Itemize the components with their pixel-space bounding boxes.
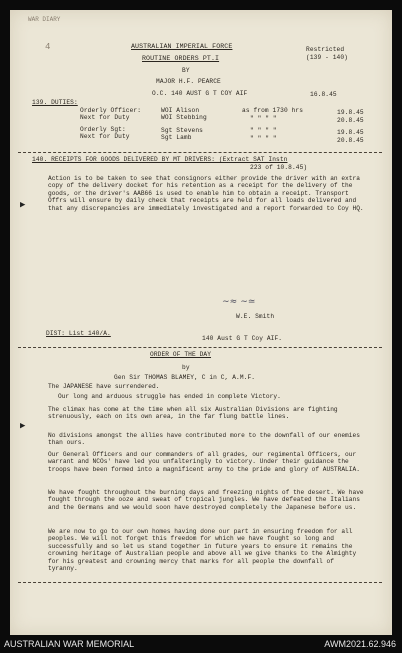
order-of-day-title: ORDER OF THE DAY bbox=[150, 351, 212, 358]
duty-date: 20.8.45 bbox=[337, 117, 364, 124]
order-paragraph: We are now to go to our own homes having done our part in ensuring freedom for all peoples. We will not forget this freedom for which we have fought so long and successfully and so let us stand together in future years to ensure it remains the crowning heritage of Australian people and above all we give thanks to the Almighty for his greatest and crowning mercy that marks for all people the downfall of tyranny. bbox=[48, 528, 357, 573]
unit-heading: AUSTRALIAN IMPERIAL FORCE bbox=[131, 43, 233, 50]
order-paragraph: Our General Officers and our commanders of all grades, our regimental Officers, our warrant and NCOs' have led you unfalteringly to victory. Under their guidance the troops have been formed into a magnificent army to the pride and glory of AUSTRALIA. bbox=[48, 451, 360, 473]
order-paragraph: The JAPANESE have surrendered. bbox=[48, 383, 160, 390]
archive-credit: AUSTRALIAN WAR MEMORIAL bbox=[4, 639, 135, 649]
signatory-unit: 140 Aust G T Coy AIF. bbox=[202, 335, 283, 342]
duty-role: Next for Duty bbox=[80, 114, 130, 121]
officer-name: MAJOR H.F. PEARCE bbox=[156, 78, 221, 85]
order-date: 16.8.45 bbox=[310, 91, 337, 98]
duty-name: Sgt Stevens bbox=[161, 127, 203, 134]
signature: ∼≈ ∼≃ bbox=[222, 297, 256, 307]
distribution-line: DIST: List 140/A. bbox=[46, 330, 111, 337]
duty-period: as from 1730 hrs bbox=[242, 107, 304, 114]
duty-period: " " " " bbox=[250, 115, 277, 122]
archive-reference: AWM2021.62.946 bbox=[324, 639, 396, 649]
section-divider bbox=[18, 347, 382, 348]
duty-date: 20.8.45 bbox=[337, 137, 364, 144]
signatory-name: W.E. Smith bbox=[236, 313, 275, 320]
duty-role: Next for Duty bbox=[80, 133, 130, 140]
section-140-reference: 223 of 10.8.45) bbox=[250, 164, 308, 171]
section-divider bbox=[18, 582, 382, 583]
duty-period: " " " " bbox=[250, 135, 277, 142]
margin-arrow-mark: ▶ bbox=[20, 200, 26, 210]
section-140-body: Action is to be taken to see that consignors either provide the driver with an extra copy of the delivery docket for his retention as a receipt for the delivery of the goods, or the driver's AAB66 is used to enable him to obtain a receipt. Transport Offrs will ensure by daily check that receipts are held for all loads delivered and that any discrepancies are immediately investigated and a report forwarded to Coy HQ. bbox=[48, 175, 364, 212]
war-diary-stamp: WAR DIARY bbox=[28, 16, 61, 23]
duty-date: 19.8.45 bbox=[337, 129, 364, 136]
duty-name: WOI Stebbing bbox=[161, 114, 207, 121]
duty-period: " " " " bbox=[250, 127, 277, 134]
duty-name: WOI Alison bbox=[161, 107, 200, 114]
duty-role: Orderly Officer: bbox=[80, 107, 142, 114]
order-paragraph: We have fought throughout the burning days and freezing nights of the desert. We have fought through the ooze and sweat of tropical jungles. We have defeated the Italians and the Germans and we would soon have destroyed completely the Japanese before us. bbox=[48, 489, 364, 511]
command-line: O.C. 140 AUST G T COY AIF bbox=[152, 90, 248, 97]
duty-name: Sgt Lamb bbox=[161, 134, 192, 141]
duty-date: 19.8.45 bbox=[337, 109, 364, 116]
margin-arrow-mark: ▶ bbox=[20, 421, 26, 431]
document-title: ROUTINE ORDERS PT.I bbox=[142, 55, 220, 62]
classification: Restricted bbox=[306, 46, 345, 53]
section-140-heading: 140. RECEIPTS FOR GOODS DELIVERED BY MT DRIVERS: (Extract SAT Instn bbox=[32, 156, 288, 163]
section-divider bbox=[18, 152, 382, 153]
order-paragraph: Our long and arduous struggle has ended in complete Victory. bbox=[58, 393, 281, 400]
by-label: BY bbox=[182, 67, 190, 74]
handwritten-mark: 4 bbox=[45, 42, 51, 52]
section-139-heading: 139. DUTIES: bbox=[32, 99, 78, 106]
duty-role: Orderly Sgt: bbox=[80, 126, 126, 133]
order-of-day-by: by bbox=[182, 364, 190, 371]
document-page bbox=[10, 10, 392, 635]
order-paragraph: The climax has come at the time when all six Australian Divisions are fighting strenuously, each on its own area, in the far flung battle lines. bbox=[48, 406, 338, 421]
order-range: (139 - 140) bbox=[306, 54, 348, 61]
order-paragraph: No divisions amongst the allies have contributed more to the downfall of our enemies than ours. bbox=[48, 432, 360, 447]
order-of-day-author: Gen Sir THOMAS BLAMEY, C in C, A.M.F. bbox=[114, 374, 256, 381]
